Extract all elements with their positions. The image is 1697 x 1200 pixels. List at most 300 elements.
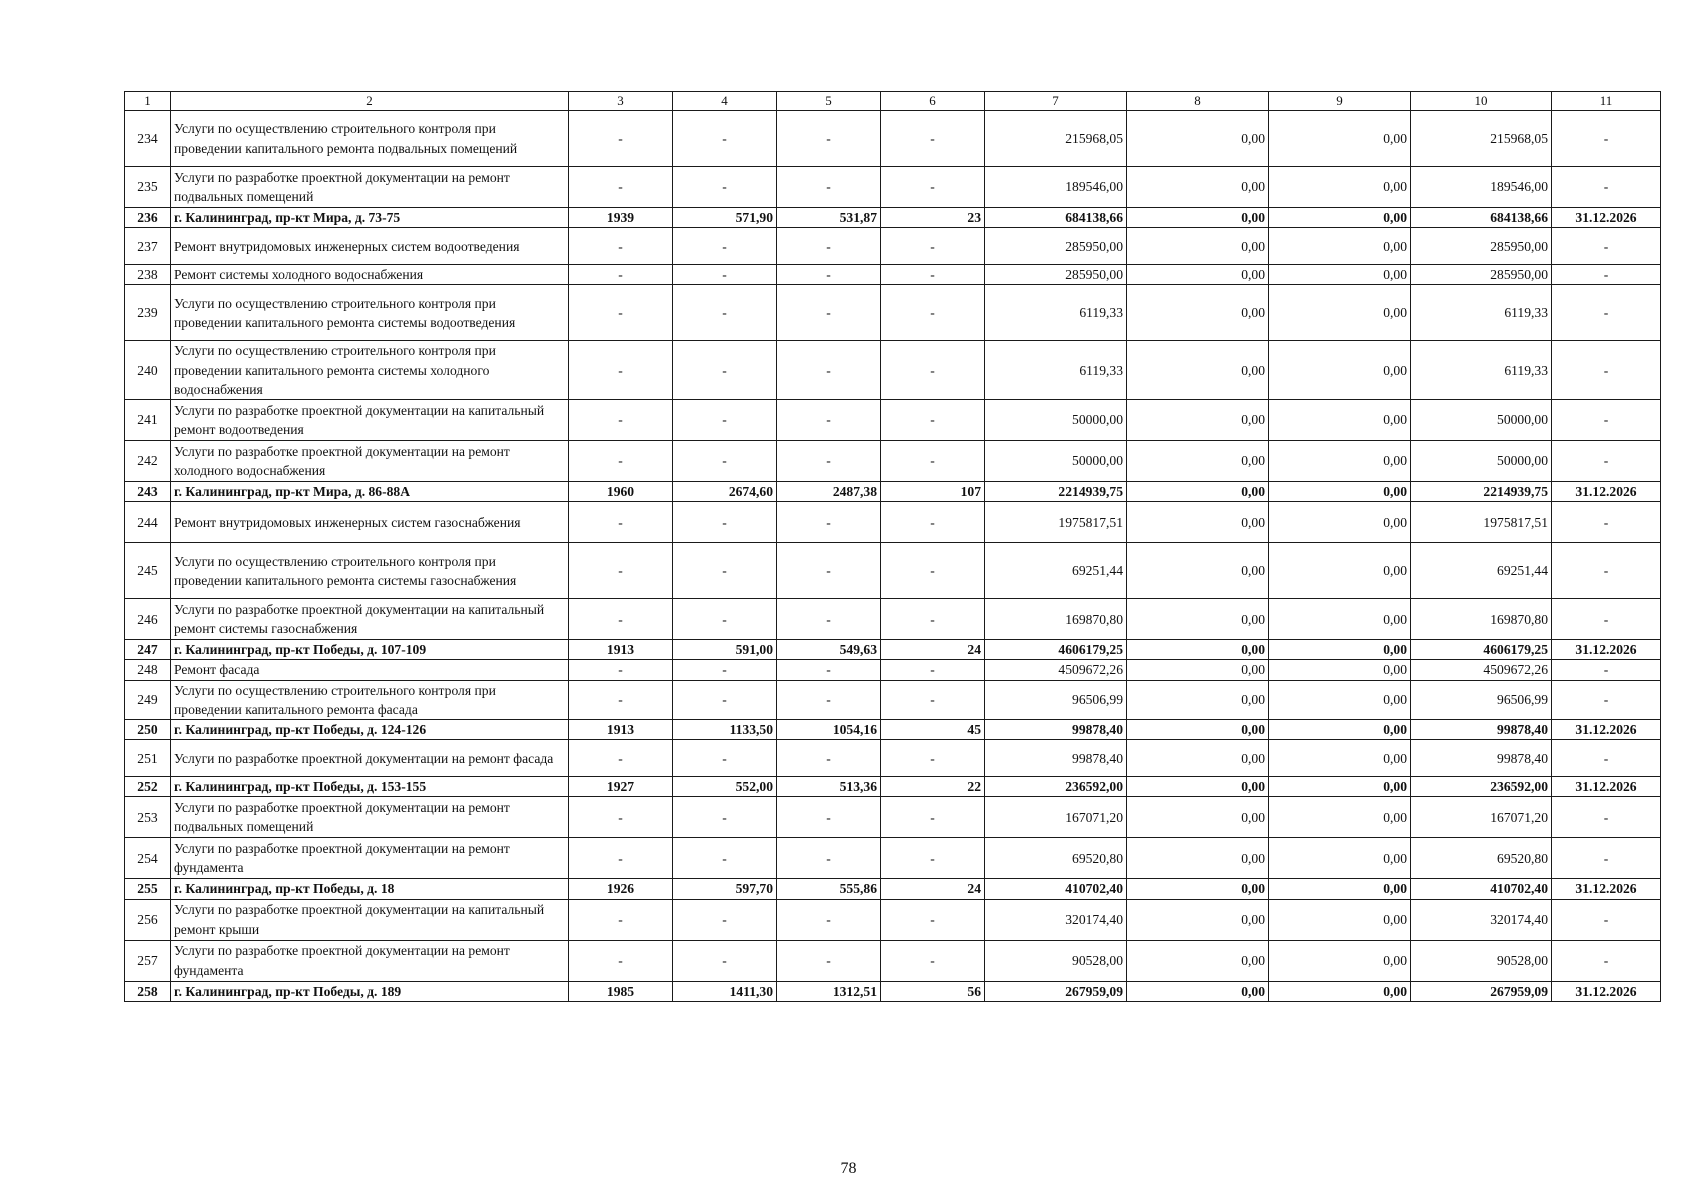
col-3-value: - — [569, 543, 673, 599]
col-4-value: 2674,60 — [673, 482, 777, 502]
col-10-value: 50000,00 — [1411, 400, 1552, 441]
col-5-value: - — [777, 400, 881, 441]
address-row — [125, 640, 1661, 660]
col-5-value: - — [777, 680, 881, 719]
col-8-value: 0,00 — [1127, 111, 1269, 167]
table-row — [125, 797, 1661, 838]
col-8-value: 0,00 — [1127, 879, 1269, 899]
col-3-value: - — [569, 740, 673, 777]
table-row — [125, 341, 1661, 400]
col-4-value: 1133,50 — [673, 720, 777, 740]
col-4-value: - — [673, 228, 777, 265]
col-6-value: 22 — [881, 777, 985, 797]
col-9-value: 0,00 — [1269, 740, 1411, 777]
col-5-value: 1312,51 — [777, 981, 881, 1001]
item-name: Услуги по осуществлению строительного контроля при проведении капитального ремонта системы водоотведения — [171, 285, 569, 341]
col-5-value: - — [777, 228, 881, 265]
row-number: 234 — [125, 111, 171, 167]
col-5-value: 1054,16 — [777, 720, 881, 740]
col-7-value: 167071,20 — [985, 797, 1127, 838]
col-10-value: 169870,80 — [1411, 599, 1552, 640]
col-4-value: - — [673, 899, 777, 940]
col-6-value: - — [881, 599, 985, 640]
item-name: Услуги по разработке проектной документации на капитальный ремонт водоотведения — [171, 400, 569, 441]
row-number: 241 — [125, 400, 171, 441]
col-5-value: - — [777, 940, 881, 981]
col-7-value: 90528,00 — [985, 940, 1127, 981]
column-number: 10 — [1411, 92, 1552, 111]
col-8-value: 0,00 — [1127, 981, 1269, 1001]
col-4-value: 1411,30 — [673, 981, 777, 1001]
col-11-value: - — [1552, 400, 1661, 441]
col-10-value: 99878,40 — [1411, 740, 1552, 777]
col-8-value: 0,00 — [1127, 599, 1269, 640]
col-8-value: 0,00 — [1127, 400, 1269, 441]
col-4-value: - — [673, 441, 777, 482]
col-5-value: 513,36 — [777, 777, 881, 797]
col-4-value: - — [673, 797, 777, 838]
column-number: 5 — [777, 92, 881, 111]
col-7-value: 99878,40 — [985, 740, 1127, 777]
col-9-value: 0,00 — [1269, 777, 1411, 797]
col-11-value: - — [1552, 797, 1661, 838]
table-row — [125, 940, 1661, 981]
col-6-value: - — [881, 400, 985, 441]
page-number: 78 — [840, 1160, 857, 1177]
col-5-value: - — [777, 167, 881, 208]
col-4-value: 571,90 — [673, 208, 777, 228]
item-name: Услуги по разработке проектной документации на ремонт холодного водоснабжения — [171, 441, 569, 482]
col-6-value: - — [881, 899, 985, 940]
col-8-value: 0,00 — [1127, 640, 1269, 660]
col-11-value: 31.12.2026 — [1552, 640, 1661, 660]
row-number: 253 — [125, 797, 171, 838]
col-6-value: - — [881, 740, 985, 777]
col-4-value: - — [673, 660, 777, 680]
col-8-value: 0,00 — [1127, 441, 1269, 482]
table-row — [125, 543, 1661, 599]
col-9-value: 0,00 — [1269, 899, 1411, 940]
col-10-value: 90528,00 — [1411, 940, 1552, 981]
row-number: 258 — [125, 981, 171, 1001]
item-name: г. Калининград, пр-кт Мира, д. 73-75 — [171, 208, 569, 228]
col-4-value: - — [673, 111, 777, 167]
col-11-value: 31.12.2026 — [1552, 720, 1661, 740]
col-8-value: 0,00 — [1127, 228, 1269, 265]
col-9-value: 0,00 — [1269, 502, 1411, 543]
col-9-value: 0,00 — [1269, 940, 1411, 981]
col-9-value: 0,00 — [1269, 543, 1411, 599]
col-7-value: 2214939,75 — [985, 482, 1127, 502]
item-name: г. Калининград, пр-кт Победы, д. 153-155 — [171, 777, 569, 797]
col-3-value: 1939 — [569, 208, 673, 228]
col-5-value: - — [777, 265, 881, 285]
col-11-value: - — [1552, 441, 1661, 482]
col-7-value: 684138,66 — [985, 208, 1127, 228]
col-3-value: - — [569, 265, 673, 285]
col-7-value: 410702,40 — [985, 879, 1127, 899]
col-6-value: - — [881, 502, 985, 543]
column-number: 6 — [881, 92, 985, 111]
col-3-value: - — [569, 680, 673, 719]
col-10-value: 320174,40 — [1411, 899, 1552, 940]
address-row — [125, 981, 1661, 1001]
table-row — [125, 680, 1661, 719]
row-number: 236 — [125, 208, 171, 228]
col-6-value: - — [881, 680, 985, 719]
col-7-value: 50000,00 — [985, 441, 1127, 482]
col-3-value: - — [569, 502, 673, 543]
col-10-value: 215968,05 — [1411, 111, 1552, 167]
col-3-value: - — [569, 441, 673, 482]
col-4-value: - — [673, 599, 777, 640]
col-5-value: - — [777, 441, 881, 482]
col-6-value: 24 — [881, 879, 985, 899]
col-11-value: 31.12.2026 — [1552, 482, 1661, 502]
col-8-value: 0,00 — [1127, 285, 1269, 341]
col-7-value: 50000,00 — [985, 400, 1127, 441]
col-4-value: - — [673, 940, 777, 981]
col-5-value: - — [777, 740, 881, 777]
col-11-value: - — [1552, 285, 1661, 341]
col-7-value: 6119,33 — [985, 285, 1127, 341]
col-5-value: - — [777, 285, 881, 341]
col-3-value: 1926 — [569, 879, 673, 899]
col-7-value: 215968,05 — [985, 111, 1127, 167]
col-8-value: 0,00 — [1127, 660, 1269, 680]
col-11-value: - — [1552, 899, 1661, 940]
item-name: г. Калининград, пр-кт Мира, д. 86-88А — [171, 482, 569, 502]
col-4-value: - — [673, 680, 777, 719]
col-4-value: - — [673, 285, 777, 341]
col-8-value: 0,00 — [1127, 482, 1269, 502]
col-9-value: 0,00 — [1269, 441, 1411, 482]
col-5-value: - — [777, 899, 881, 940]
col-3-value: - — [569, 285, 673, 341]
col-8-value: 0,00 — [1127, 777, 1269, 797]
table-row — [125, 740, 1661, 777]
col-11-value: - — [1552, 838, 1661, 879]
col-9-value: 0,00 — [1269, 341, 1411, 400]
col-11-value: 31.12.2026 — [1552, 777, 1661, 797]
col-4-value: - — [673, 543, 777, 599]
item-name: Ремонт системы холодного водоснабжения — [171, 265, 569, 285]
col-3-value: 1960 — [569, 482, 673, 502]
col-10-value: 69520,80 — [1411, 838, 1552, 879]
row-number: 239 — [125, 285, 171, 341]
row-number: 248 — [125, 660, 171, 680]
col-11-value: - — [1552, 502, 1661, 543]
col-10-value: 4509672,26 — [1411, 660, 1552, 680]
item-name: Услуги по разработке проектной документации на ремонт фундамента — [171, 940, 569, 981]
col-11-value: - — [1552, 543, 1661, 599]
row-number: 255 — [125, 879, 171, 899]
table-row — [125, 838, 1661, 879]
col-7-value: 267959,09 — [985, 981, 1127, 1001]
col-7-value: 69251,44 — [985, 543, 1127, 599]
item-name: Ремонт внутридомовых инженерных систем водоотведения — [171, 228, 569, 265]
col-9-value: 0,00 — [1269, 838, 1411, 879]
col-7-value: 1975817,51 — [985, 502, 1127, 543]
col-10-value: 2214939,75 — [1411, 482, 1552, 502]
col-4-value: - — [673, 341, 777, 400]
col-4-value: - — [673, 740, 777, 777]
item-name: Услуги по осуществлению строительного контроля при проведении капитального ремонта системы газоснабжения — [171, 543, 569, 599]
col-9-value: 0,00 — [1269, 228, 1411, 265]
col-9-value: 0,00 — [1269, 981, 1411, 1001]
col-10-value: 99878,40 — [1411, 720, 1552, 740]
col-3-value: - — [569, 940, 673, 981]
col-3-value: - — [569, 228, 673, 265]
address-row — [125, 482, 1661, 502]
col-7-value: 69520,80 — [985, 838, 1127, 879]
col-11-value: - — [1552, 111, 1661, 167]
table-row — [125, 285, 1661, 341]
col-4-value: 591,00 — [673, 640, 777, 660]
col-4-value: 597,70 — [673, 879, 777, 899]
row-number: 251 — [125, 740, 171, 777]
column-number: 9 — [1269, 92, 1411, 111]
column-number: 2 — [171, 92, 569, 111]
col-8-value: 0,00 — [1127, 502, 1269, 543]
col-10-value: 69251,44 — [1411, 543, 1552, 599]
table-row — [125, 228, 1661, 265]
table-row — [125, 400, 1661, 441]
col-5-value: - — [777, 599, 881, 640]
col-5-value: - — [777, 341, 881, 400]
col-10-value: 267959,09 — [1411, 981, 1552, 1001]
col-6-value: - — [881, 341, 985, 400]
item-name: Услуги по разработке проектной документации на капитальный ремонт крыши — [171, 899, 569, 940]
col-11-value: - — [1552, 341, 1661, 400]
col-11-value: - — [1552, 940, 1661, 981]
col-10-value: 1975817,51 — [1411, 502, 1552, 543]
item-name: Ремонт внутридомовых инженерных систем газоснабжения — [171, 502, 569, 543]
row-number: 235 — [125, 167, 171, 208]
column-number: 7 — [985, 92, 1127, 111]
column-number-row — [125, 92, 1661, 111]
row-number: 240 — [125, 341, 171, 400]
col-7-value: 99878,40 — [985, 720, 1127, 740]
col-9-value: 0,00 — [1269, 265, 1411, 285]
col-7-value: 189546,00 — [985, 167, 1127, 208]
item-name: Услуги по осуществлению строительного контроля при проведении капитального ремонта фасада — [171, 680, 569, 719]
col-5-value: - — [777, 502, 881, 543]
address-row — [125, 720, 1661, 740]
col-8-value: 0,00 — [1127, 680, 1269, 719]
col-6-value: - — [881, 660, 985, 680]
col-7-value: 6119,33 — [985, 341, 1127, 400]
data-table — [124, 91, 1661, 1002]
col-3-value: 1985 — [569, 981, 673, 1001]
col-10-value: 684138,66 — [1411, 208, 1552, 228]
col-6-value: - — [881, 111, 985, 167]
col-9-value: 0,00 — [1269, 879, 1411, 899]
col-10-value: 410702,40 — [1411, 879, 1552, 899]
col-8-value: 0,00 — [1127, 167, 1269, 208]
col-9-value: 0,00 — [1269, 640, 1411, 660]
col-6-value: - — [881, 265, 985, 285]
col-8-value: 0,00 — [1127, 341, 1269, 400]
col-10-value: 236592,00 — [1411, 777, 1552, 797]
col-6-value: - — [881, 543, 985, 599]
col-11-value: 31.12.2026 — [1552, 208, 1661, 228]
col-7-value: 236592,00 — [985, 777, 1127, 797]
col-7-value: 96506,99 — [985, 680, 1127, 719]
row-number: 246 — [125, 599, 171, 640]
column-number: 8 — [1127, 92, 1269, 111]
item-name: г. Калининград, пр-кт Победы, д. 189 — [171, 981, 569, 1001]
col-3-value: 1913 — [569, 720, 673, 740]
col-6-value: - — [881, 167, 985, 208]
col-7-value: 4509672,26 — [985, 660, 1127, 680]
item-name: Услуги по осуществлению строительного контроля при проведении капитального ремонта подвальных помещений — [171, 111, 569, 167]
col-3-value: - — [569, 400, 673, 441]
col-11-value: - — [1552, 680, 1661, 719]
col-11-value: 31.12.2026 — [1552, 981, 1661, 1001]
col-7-value: 4606179,25 — [985, 640, 1127, 660]
column-number: 1 — [125, 92, 171, 111]
item-name: г. Калининград, пр-кт Победы, д. 18 — [171, 879, 569, 899]
column-number: 4 — [673, 92, 777, 111]
row-number: 245 — [125, 543, 171, 599]
col-7-value: 285950,00 — [985, 228, 1127, 265]
col-4-value: - — [673, 502, 777, 543]
col-8-value: 0,00 — [1127, 797, 1269, 838]
address-row — [125, 777, 1661, 797]
col-7-value: 285950,00 — [985, 265, 1127, 285]
col-6-value: - — [881, 228, 985, 265]
col-5-value: 555,86 — [777, 879, 881, 899]
col-6-value: - — [881, 838, 985, 879]
col-11-value: - — [1552, 167, 1661, 208]
col-9-value: 0,00 — [1269, 720, 1411, 740]
col-6-value: - — [881, 441, 985, 482]
col-3-value: - — [569, 341, 673, 400]
col-4-value: - — [673, 400, 777, 441]
col-8-value: 0,00 — [1127, 838, 1269, 879]
row-number: 257 — [125, 940, 171, 981]
item-name: Услуги по разработке проектной документации на ремонт подвальных помещений — [171, 167, 569, 208]
col-3-value: - — [569, 899, 673, 940]
table-row — [125, 111, 1661, 167]
row-number: 247 — [125, 640, 171, 660]
table-row — [125, 441, 1661, 482]
col-7-value: 169870,80 — [985, 599, 1127, 640]
col-6-value: - — [881, 940, 985, 981]
col-6-value: - — [881, 285, 985, 341]
col-3-value: - — [569, 599, 673, 640]
col-3-value: 1927 — [569, 777, 673, 797]
row-number: 250 — [125, 720, 171, 740]
col-9-value: 0,00 — [1269, 599, 1411, 640]
col-11-value: - — [1552, 740, 1661, 777]
column-number: 3 — [569, 92, 673, 111]
col-4-value: - — [673, 838, 777, 879]
col-3-value: - — [569, 660, 673, 680]
item-name: Ремонт фасада — [171, 660, 569, 680]
col-10-value: 285950,00 — [1411, 228, 1552, 265]
col-5-value: - — [777, 797, 881, 838]
col-9-value: 0,00 — [1269, 797, 1411, 838]
table-row — [125, 899, 1661, 940]
col-3-value: - — [569, 797, 673, 838]
col-3-value: 1913 — [569, 640, 673, 660]
col-9-value: 0,00 — [1269, 400, 1411, 441]
item-name: Услуги по разработке проектной документации на ремонт подвальных помещений — [171, 797, 569, 838]
col-8-value: 0,00 — [1127, 740, 1269, 777]
col-9-value: 0,00 — [1269, 482, 1411, 502]
col-4-value: - — [673, 167, 777, 208]
col-8-value: 0,00 — [1127, 265, 1269, 285]
col-9-value: 0,00 — [1269, 285, 1411, 341]
col-10-value: 167071,20 — [1411, 797, 1552, 838]
table-row — [125, 265, 1661, 285]
item-name: г. Калининград, пр-кт Победы, д. 124-126 — [171, 720, 569, 740]
item-name: Услуги по осуществлению строительного контроля при проведении капитального ремонта системы холодного водоснабжения — [171, 341, 569, 400]
col-4-value: - — [673, 265, 777, 285]
col-7-value: 320174,40 — [985, 899, 1127, 940]
col-4-value: 552,00 — [673, 777, 777, 797]
row-number: 252 — [125, 777, 171, 797]
col-9-value: 0,00 — [1269, 208, 1411, 228]
row-number: 237 — [125, 228, 171, 265]
column-number: 11 — [1552, 92, 1661, 111]
address-row — [125, 879, 1661, 899]
col-9-value: 0,00 — [1269, 167, 1411, 208]
col-10-value: 285950,00 — [1411, 265, 1552, 285]
table-row — [125, 660, 1661, 680]
item-name: Услуги по разработке проектной документации на ремонт фундамента — [171, 838, 569, 879]
col-11-value: - — [1552, 265, 1661, 285]
col-5-value: - — [777, 660, 881, 680]
col-6-value: 23 — [881, 208, 985, 228]
col-5-value: - — [777, 838, 881, 879]
col-5-value: 531,87 — [777, 208, 881, 228]
col-10-value: 6119,33 — [1411, 341, 1552, 400]
col-10-value: 96506,99 — [1411, 680, 1552, 719]
col-5-value: 549,63 — [777, 640, 881, 660]
col-6-value: 24 — [881, 640, 985, 660]
col-6-value: 56 — [881, 981, 985, 1001]
col-9-value: 0,00 — [1269, 111, 1411, 167]
col-8-value: 0,00 — [1127, 899, 1269, 940]
table-row — [125, 167, 1661, 208]
col-9-value: 0,00 — [1269, 680, 1411, 719]
row-number: 244 — [125, 502, 171, 543]
row-number: 238 — [125, 265, 171, 285]
table-row — [125, 599, 1661, 640]
col-6-value: - — [881, 797, 985, 838]
col-10-value: 50000,00 — [1411, 441, 1552, 482]
col-11-value: - — [1552, 228, 1661, 265]
col-10-value: 4606179,25 — [1411, 640, 1552, 660]
col-6-value: 107 — [881, 482, 985, 502]
col-8-value: 0,00 — [1127, 940, 1269, 981]
row-number: 254 — [125, 838, 171, 879]
col-9-value: 0,00 — [1269, 660, 1411, 680]
col-3-value: - — [569, 167, 673, 208]
col-5-value: - — [777, 543, 881, 599]
col-11-value: - — [1552, 599, 1661, 640]
row-number: 256 — [125, 899, 171, 940]
col-8-value: 0,00 — [1127, 543, 1269, 599]
col-8-value: 0,00 — [1127, 208, 1269, 228]
col-5-value: - — [777, 111, 881, 167]
col-5-value: 2487,38 — [777, 482, 881, 502]
item-name: г. Калининград, пр-кт Победы, д. 107-109 — [171, 640, 569, 660]
row-number: 243 — [125, 482, 171, 502]
